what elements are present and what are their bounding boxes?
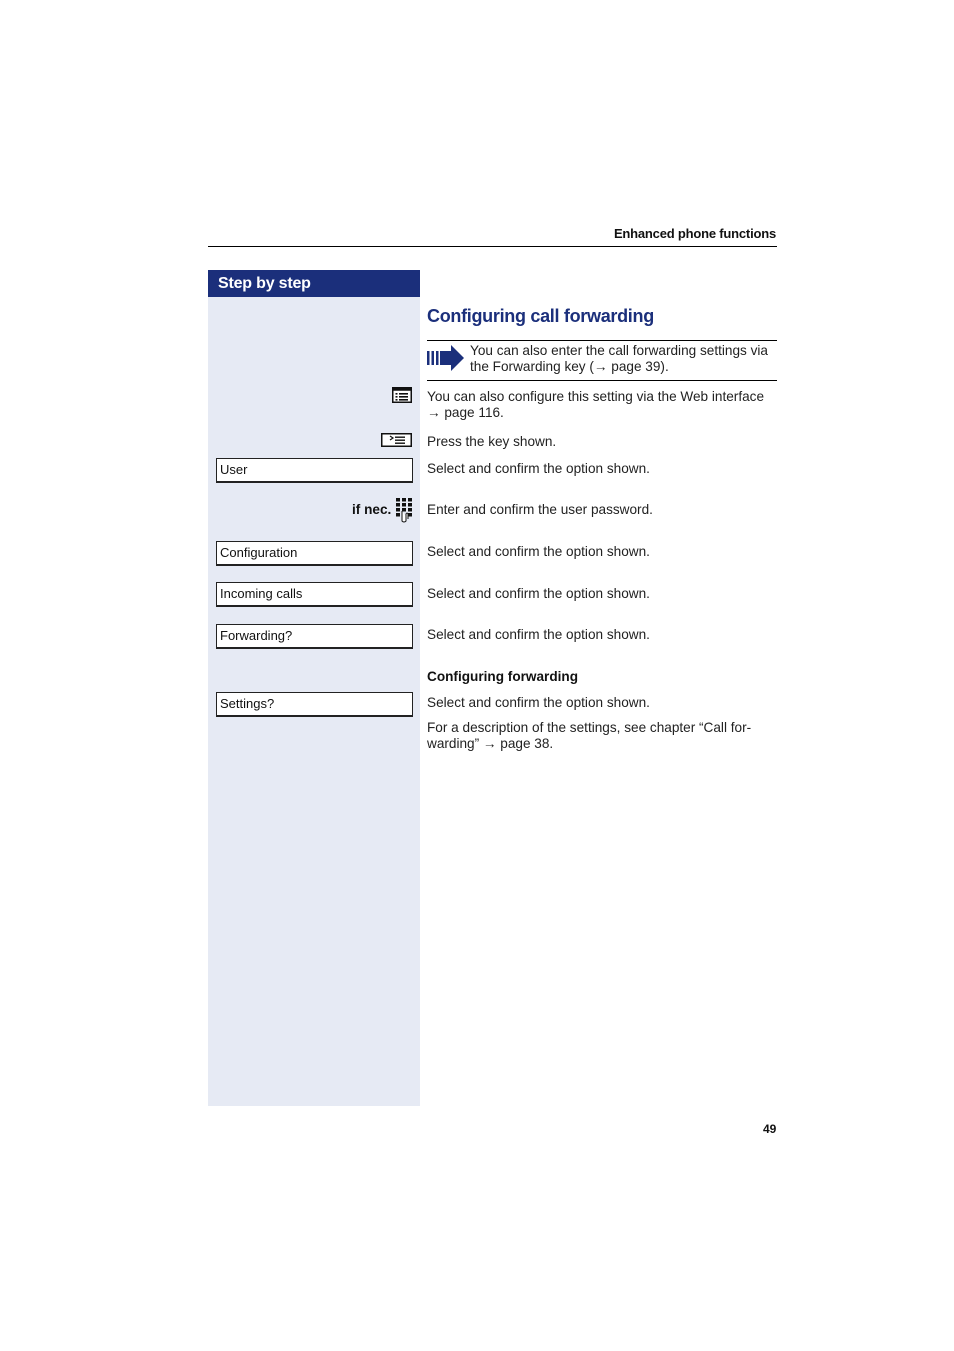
step-web-interface: You can also configure this setting via the Web interface → page 116. <box>427 389 765 420</box>
keypad-icon <box>395 497 413 528</box>
sidebar-title: Step by step <box>208 270 420 297</box>
step-select-settings: Select and confirm the option shown. <box>427 695 650 710</box>
step-sidebar <box>208 270 420 1106</box>
menu-option-user[interactable]: User <box>216 458 413 483</box>
section-title: Configuring call forwarding <box>427 306 654 326</box>
menu-option-settings[interactable]: Settings? <box>216 692 413 717</box>
step-select-configuration: Select and confirm the option shown. <box>427 544 650 559</box>
menu-list-icon <box>392 387 412 408</box>
step-press-key: Press the key shown. <box>427 434 557 449</box>
step-select-incoming-calls: Select and confirm the option shown. <box>427 586 650 601</box>
menu-option-forwarding[interactable]: Forwarding? <box>216 624 413 649</box>
step-enter-password: Enter and confirm the user password. <box>427 502 653 517</box>
menu-key-icon <box>381 433 412 452</box>
if-nec-label: if nec. <box>352 502 392 517</box>
menu-option-incoming-calls[interactable]: Incoming calls <box>216 582 413 607</box>
step-select-forwarding: Select and confirm the option shown. <box>427 627 650 642</box>
note-rule-top <box>427 340 777 341</box>
running-header: Enhanced phone functions <box>613 226 776 241</box>
note-rule-bottom <box>427 380 777 381</box>
page-number: 49 <box>763 1122 777 1136</box>
subheading-configuring-forwarding: Configuring forwarding <box>427 669 579 684</box>
note-text: You can also enter the call forwarding settings via the Forwarding key (→ page 39). <box>470 343 768 374</box>
header-rule <box>208 246 777 247</box>
step-select-user: Select and confirm the option shown. <box>427 461 650 476</box>
step-description-reference: For a description of the settings, see chapter “Call for-warding” → page 38. <box>427 720 752 751</box>
menu-option-configuration[interactable]: Configuration <box>216 541 413 566</box>
arrow-note-icon <box>427 345 465 376</box>
